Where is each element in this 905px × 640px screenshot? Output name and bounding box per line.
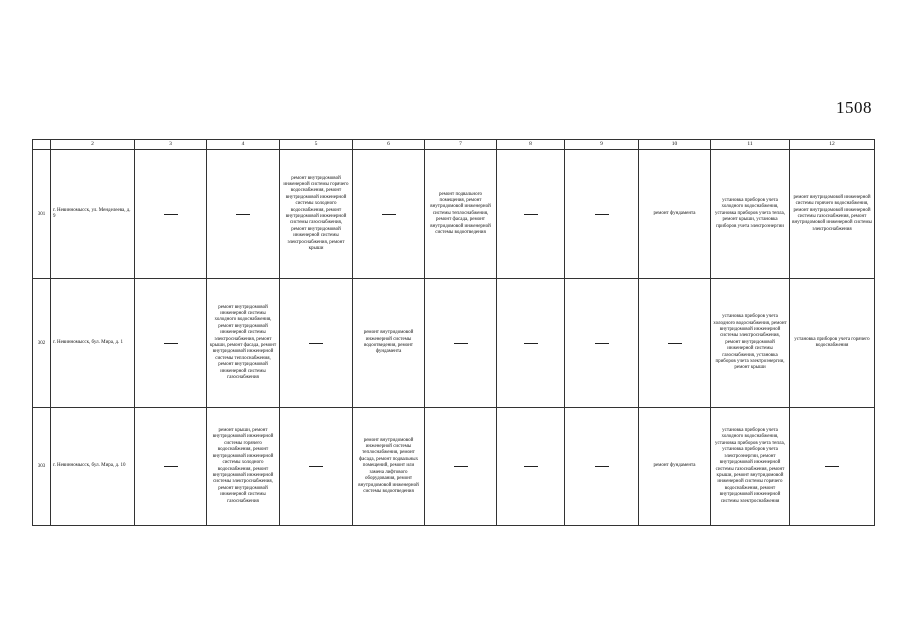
- table-cell: [497, 279, 565, 408]
- empty-cell-dash: [164, 466, 178, 467]
- table-cell: [353, 150, 425, 279]
- empty-cell-dash: [164, 214, 178, 215]
- table-cell: [135, 408, 207, 526]
- empty-cell-dash: [454, 466, 468, 467]
- row-number: 301: [33, 150, 51, 279]
- table-cell: [790, 279, 875, 408]
- table-cell: [497, 408, 565, 526]
- table-row: [33, 408, 875, 526]
- work-list-text: ремонт подвального помещения, ремонт внутридомовой инженерной системы теплоснабжения, ремонт фасада, ремонт внутридомовой инженерной системы водоотведения: [430, 191, 491, 236]
- table-cell: [51, 150, 135, 279]
- table-cell: [639, 408, 711, 526]
- table-cell: [51, 408, 135, 526]
- work-list-text: ремонт внутридомовой инженерной системы горячего водоснабжения, ремонт внутридомовой инженерной системы газоснабжения, ремонт внутридомовой инженерной системы электроснабжения: [792, 194, 872, 232]
- table-cell: [353, 279, 425, 408]
- table-row: [33, 150, 875, 279]
- work-list-text: ремонт внутридомовой инженерной системы горячего водоснабжения, ремонт внутридомовой инженерной системы холодного водоснабжения, ремонт внутридомовой инженерной системы газоснабжения, ремонт внутридомовой инженерной системы электроснабжения, ремонт крыши: [283, 175, 349, 252]
- work-list-text: ремонт фундамента: [653, 210, 696, 216]
- column-header: 3: [135, 140, 207, 150]
- table-cell: [711, 279, 790, 408]
- table-cell: [135, 279, 207, 408]
- table-cell: [497, 150, 565, 279]
- table-cell: [565, 279, 639, 408]
- empty-cell-dash: [454, 343, 468, 344]
- table-cell: [207, 279, 280, 408]
- table-cell: [639, 150, 711, 279]
- work-list-text: ремонт внутридомовой инженерной системы водоотведения, ремонт фундамента: [363, 330, 414, 355]
- address-text: г. Невинномысск, бул. Мира, д. 10: [53, 463, 126, 469]
- empty-cell-dash: [236, 214, 250, 215]
- work-list-text: установка приборов учета горячего водоснабжения: [794, 336, 870, 348]
- table-cell: [790, 408, 875, 526]
- table-cell: [425, 150, 497, 279]
- page-number: 1508: [836, 98, 872, 117]
- table-cell: [565, 150, 639, 279]
- work-list-text: ремонт внутридомовой инженерной системы холодного водоснабжения, ремонт внутридомовой инженерной системы электроснабжения, ремонт крыши, ремонт фасада, ремонт внутридомовой инженерной системы теплоснабжения, ремонт внутридомовой инженерной системы газоснабжения: [209, 304, 277, 381]
- work-list-text: установка приборов учета холодного водоснабжения, установка приборов учета тепла, установка приборов учета электроэнергии, ремонт внутридомовой инженерной системы газоснабжения, ремонт крыши, ремонт внутридомовой инженерной системы горячего водоснабжения, ремонт внутридомовой инженерной системы электроснабжения: [714, 428, 786, 504]
- column-header: 6: [353, 140, 425, 150]
- work-list-text: установка приборов учета холодного водоснабжения, ремонт внутридомовой инженерной системы электроснабжения, ремонт внутридомовой инженерной системы газоснабжения, установка приборов учета электроэнергии, ремонт крыши: [713, 314, 787, 371]
- table-cell: [425, 279, 497, 408]
- work-list-text: ремонт внутридомовой инженерной системы теплоснабжения, ремонт фасада, ремонт подвальных помещений, ремонт или замена лифтового оборудования, ремонт внутридомовой инженерной системы водоотведения: [358, 437, 419, 494]
- column-number-row: [33, 140, 875, 150]
- empty-cell-dash: [524, 466, 538, 467]
- table-cell: [353, 408, 425, 526]
- column-header: 9: [565, 140, 639, 150]
- table-cell: [51, 279, 135, 408]
- row-number: 302: [33, 279, 51, 408]
- column-header: 4: [207, 140, 280, 150]
- empty-cell-dash: [668, 343, 682, 344]
- column-header: [33, 140, 51, 150]
- work-list-text: установка приборов учета холодного водоснабжения, установка приборов учета тепла, ремонт крыши, установка приборов учета электроэнергии: [714, 197, 786, 229]
- table-cell: [207, 408, 280, 526]
- table-cell: [280, 150, 353, 279]
- empty-cell-dash: [825, 466, 839, 467]
- table-cell: [639, 279, 711, 408]
- empty-cell-dash: [595, 466, 609, 467]
- table-cell: [565, 408, 639, 526]
- empty-cell-dash: [309, 466, 323, 467]
- work-list-text: ремонт крыши, ремонт внутридомовой инженерной системы горячего водоснабжения, ремонт внутридомовой инженерной системы холодного водоснабжения, ремонт внутридомовой инженерной системы электроснабжения, ремонт внутридомовой инженерной системы газоснабжения: [212, 428, 274, 504]
- table-cell: [790, 150, 875, 279]
- address-text: г. Невинномысск, ул. Менделеева, д. 9: [53, 207, 131, 219]
- table-cell: [135, 150, 207, 279]
- empty-cell-dash: [595, 343, 609, 344]
- column-header: 2: [51, 140, 135, 150]
- empty-cell-dash: [595, 214, 609, 215]
- table-cell: [207, 150, 280, 279]
- table-cell: [711, 408, 790, 526]
- table-cell: [425, 408, 497, 526]
- column-header: 12: [790, 140, 875, 150]
- table-row: [33, 279, 875, 408]
- empty-cell-dash: [382, 214, 396, 215]
- row-number: 303: [33, 408, 51, 526]
- address-text: г. Невинномысск, бул. Мира, д. 1: [53, 339, 124, 345]
- column-header: 10: [639, 140, 711, 150]
- table-cell: [711, 150, 790, 279]
- column-header: 7: [425, 140, 497, 150]
- repair-program-table: [32, 139, 875, 526]
- empty-cell-dash: [524, 214, 538, 215]
- empty-cell-dash: [164, 343, 178, 344]
- column-header: 11: [711, 140, 790, 150]
- column-header: 8: [497, 140, 565, 150]
- empty-cell-dash: [309, 343, 323, 344]
- column-header: 5: [280, 140, 353, 150]
- table-cell: [280, 279, 353, 408]
- table-cell: [280, 408, 353, 526]
- work-list-text: ремонт фундамента: [653, 463, 696, 469]
- empty-cell-dash: [524, 343, 538, 344]
